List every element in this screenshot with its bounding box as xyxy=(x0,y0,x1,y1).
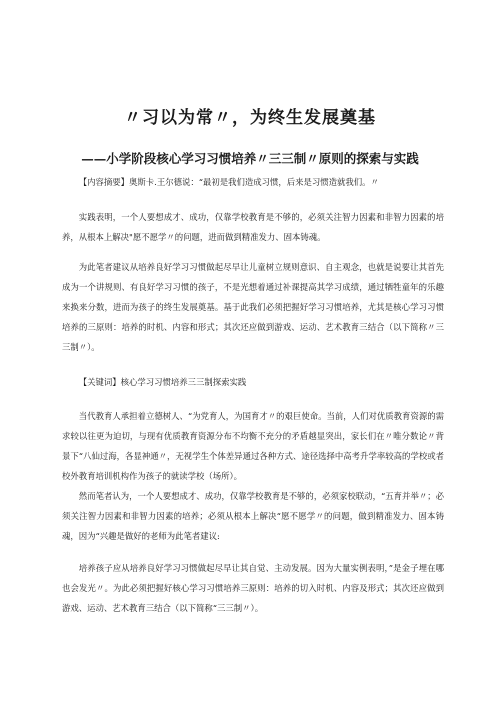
abstract-paragraph-1: 实践表明，一个人要想成才、成功，仅靠学校教育是不够的，必须关注智力因素和非智力因素的培养，从根本上解决"愿不愿学〃的问题，进而做到精准发力、固本铸魂。 xyxy=(62,212,444,242)
keywords-paragraph: 【关键词】核心学习习惯培养三三制探索实践 xyxy=(78,377,247,387)
body-paragraph-3: 培养孩子应从培养良好学习习惯做起尽早让其自觉、主动发展。因为大量实例表明，”是金子埋在哪也会发光〃。为此必须把握好核心学习习惯培养三原则：培养的切入时机、内容及形式；其次还应做到游戏、运动、艺术教育三结合（以下简称“三三制〃）。 xyxy=(62,563,444,613)
document-subtitle: ——小学阶段核心学习习惯培养〃三三制〃原则的探索与实践 xyxy=(81,151,419,167)
body-paragraph-2: 然而笔者认为，一个人要想成才、成功，仅靠学校教育是不够的，必须家校联动，“五育并举〃；必须关注智力因素和非智力因素的培养；必须从根本上解决“愿不愿学〃的问题，做到精准发力、固本铸魂，因为“兴趣是做好的老师为此笔者建议: xyxy=(62,491,444,541)
abstract-paragraph-2: 为此笔者建议从培养良好学习习惯做起尽早让儿童树立规则意识、自主观念，也就是说要让其首先成为一个讲规则、有良好学习习惯的孩子，不是光想着通过补课提高其学习成绩，通过牺牲童年的乐趣来换来分数，进而为孩子的终生发展奠基。基于此我们必须把握好学习习惯培养，尤其是核心学习习惯培养的三原则：培养的时机、内容和形式；其次还应做到游戏、运动、艺术教育三结合（以下简称〃三三制〃）。 xyxy=(62,262,444,352)
document-title: 〃习以为常〃，为终生发展奠基 xyxy=(124,108,376,129)
body-paragraph-1: 当代教育人承担着立德树人、“为党育人，为国育才〃的艰巨使命。当前，人们对优质教育资源的需求较以往更为迫切，与现有优质教育资源分布不均衡不充分的矛盾越显突出，家长们在〃唯分数论〃背景下“八仙过海，各显神通〃，无视学生个体差异通过各种方式、途径选择中高考升学率较高的学校或者校外教育培训机构作为孩子的就读学校（场所）。 xyxy=(62,411,444,481)
abstract-paragraph: 【内容摘要】奥斯卡.王尔德说：“最初是我们造成习惯，后来是习惯造就我们。〃 xyxy=(78,177,379,187)
